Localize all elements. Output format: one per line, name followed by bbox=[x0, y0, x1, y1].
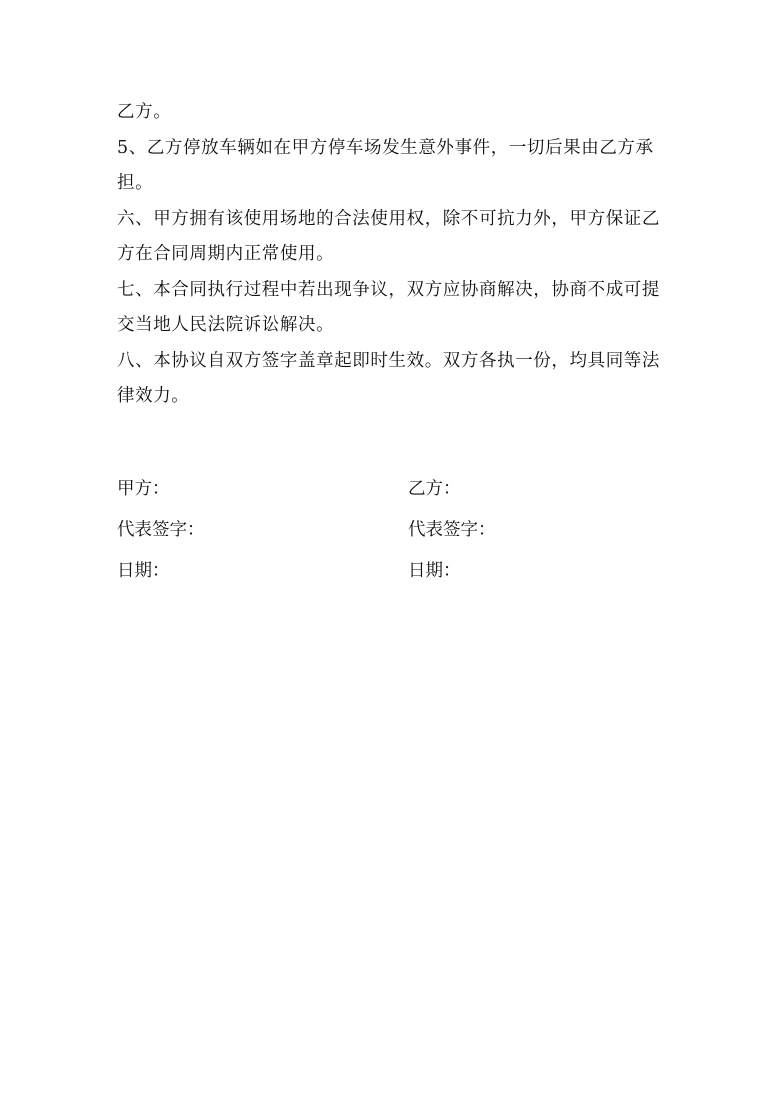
party-b-date-label: 日期： bbox=[408, 561, 461, 581]
clause-5-line-2: 担。 bbox=[117, 173, 154, 193]
clause-6-line-1: 六、甲方拥有该使用场地的合法使用权，除不可抗力外，甲方保证乙 bbox=[117, 208, 660, 229]
clause-6-line-2: 方在合同周期内正常使用。 bbox=[117, 244, 335, 264]
body-line: 乙方。 bbox=[117, 102, 172, 122]
party-a-label: 甲方： bbox=[117, 479, 170, 499]
contract-body bbox=[117, 95, 667, 415]
party-b-label: 乙方： bbox=[408, 479, 461, 499]
clause-5-line-1: 5、乙方停放车辆如在甲方停车场发生意外事件，一切后果由乙方承 bbox=[117, 137, 654, 158]
clause-8-line-2: 律效力。 bbox=[117, 386, 190, 406]
clause-8-line-1: 八、本协议自双方签字盖章起即时生效。双方各执一份，均具同等法 bbox=[117, 350, 660, 371]
party-a-rep-signature-label: 代表签字： bbox=[117, 520, 205, 540]
party-b-rep-signature-label: 代表签字： bbox=[408, 520, 496, 540]
clause-7-line-2: 交当地人民法院诉讼解决。 bbox=[117, 315, 335, 335]
clause-7-line-1: 七、本合同执行过程中若出现争议，双方应协商解决，协商不成可提 bbox=[117, 279, 660, 300]
party-a-date-label: 日期： bbox=[117, 561, 170, 581]
